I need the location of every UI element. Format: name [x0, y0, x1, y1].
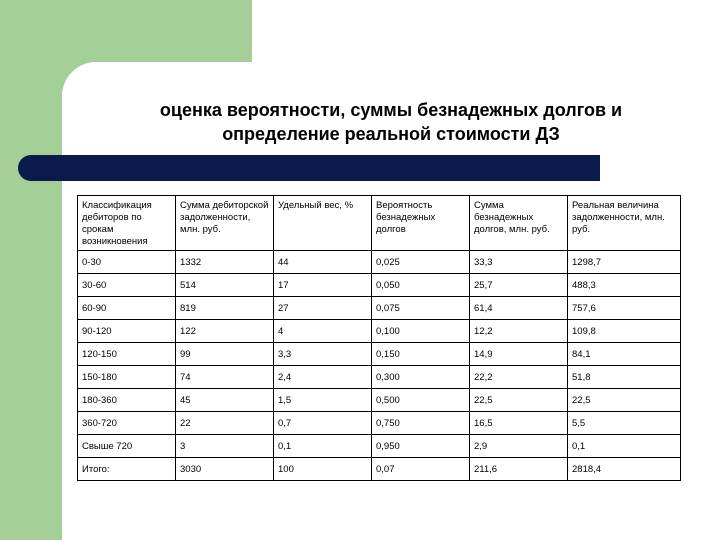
- table-cell: 488,3: [568, 274, 681, 297]
- table-cell: Свыше 720: [78, 435, 176, 458]
- table-cell: 22: [176, 412, 274, 435]
- table-cell: 51,8: [568, 366, 681, 389]
- table-cell: 22,2: [470, 366, 568, 389]
- table-cell: 14,9: [470, 343, 568, 366]
- table-cell: 1298,7: [568, 251, 681, 274]
- table-cell: 30-60: [78, 274, 176, 297]
- table-cell: 109,8: [568, 320, 681, 343]
- table-cell: 0,500: [372, 389, 470, 412]
- table-cell: 0,300: [372, 366, 470, 389]
- table-cell: 360-720: [78, 412, 176, 435]
- table-cell: 120-150: [78, 343, 176, 366]
- table-cell: 0,075: [372, 297, 470, 320]
- header-receivables-amount: Сумма дебиторской задолженности, млн. руб.: [176, 196, 274, 251]
- header-real-value: Реальная величина задолженности, млн. руб.: [568, 196, 681, 251]
- table-header-row: [78, 196, 681, 251]
- table-cell: 0,1: [274, 435, 372, 458]
- header-share: Удельный вес, %: [274, 196, 372, 251]
- table-cell: 4: [274, 320, 372, 343]
- table-row: [78, 366, 681, 389]
- table-row: [78, 412, 681, 435]
- table-row: [78, 320, 681, 343]
- table-row: [78, 251, 681, 274]
- table-cell: 33,3: [470, 251, 568, 274]
- header-bad-debt-amount: Сумма безнадежных долгов, млн. руб.: [470, 196, 568, 251]
- table-cell: 0,150: [372, 343, 470, 366]
- table-cell: 0,950: [372, 435, 470, 458]
- table-cell: 17: [274, 274, 372, 297]
- table-cell: 3: [176, 435, 274, 458]
- table-cell: 22,5: [470, 389, 568, 412]
- table-cell: 22,5: [568, 389, 681, 412]
- table-cell: 1332: [176, 251, 274, 274]
- table-row: [78, 389, 681, 412]
- table-cell: 5,5: [568, 412, 681, 435]
- table-total-row: [78, 458, 681, 481]
- table-cell: 45: [176, 389, 274, 412]
- table-cell: Итого:: [78, 458, 176, 481]
- table-cell: 514: [176, 274, 274, 297]
- title-underline-bar: [18, 155, 600, 181]
- table-cell: 90-120: [78, 320, 176, 343]
- table-cell: 3030: [176, 458, 274, 481]
- table-cell: 0,750: [372, 412, 470, 435]
- table-cell: 44: [274, 251, 372, 274]
- table-cell: 60-90: [78, 297, 176, 320]
- table-cell: 0,025: [372, 251, 470, 274]
- slide-title-line-1: оценка вероятности, суммы безнадежных долгов и: [159, 100, 623, 120]
- table-cell: 180-360: [78, 389, 176, 412]
- slide-title-line-2: определение реальной стоимости ДЗ: [222, 124, 560, 144]
- table-cell: 150-180: [78, 366, 176, 389]
- table-cell: 3,3: [274, 343, 372, 366]
- table-cell: 0,1: [568, 435, 681, 458]
- table-cell: 0,07: [372, 458, 470, 481]
- table-cell: 0,7: [274, 412, 372, 435]
- table-cell: 757,6: [568, 297, 681, 320]
- header-probability: Вероятность безнадежных долгов: [372, 196, 470, 251]
- table-row: [78, 435, 681, 458]
- table-cell: 12,2: [470, 320, 568, 343]
- table-cell: 2,9: [470, 435, 568, 458]
- table-cell: 27: [274, 297, 372, 320]
- table-cell: 0,100: [372, 320, 470, 343]
- table-cell: 100: [274, 458, 372, 481]
- table-cell: 211,6: [470, 458, 568, 481]
- table-cell: 2818,4: [568, 458, 681, 481]
- table-cell: 84,1: [568, 343, 681, 366]
- slide-title: [62, 98, 720, 146]
- table-cell: 99: [176, 343, 274, 366]
- table-cell: 74: [176, 366, 274, 389]
- table-cell: 1,5: [274, 389, 372, 412]
- table-cell: 819: [176, 297, 274, 320]
- table-row: [78, 297, 681, 320]
- table-cell: 2,4: [274, 366, 372, 389]
- table-cell: 122: [176, 320, 274, 343]
- header-classification: Классификация дебиторов по срокам возникновения: [78, 196, 176, 251]
- table-cell: 0-30: [78, 251, 176, 274]
- table-cell: 61,4: [470, 297, 568, 320]
- table-row: [78, 274, 681, 297]
- table-cell: 0,050: [372, 274, 470, 297]
- table-cell: 25,7: [470, 274, 568, 297]
- table-row: [78, 343, 681, 366]
- table-cell: 16,5: [470, 412, 568, 435]
- debt-table: [77, 195, 681, 481]
